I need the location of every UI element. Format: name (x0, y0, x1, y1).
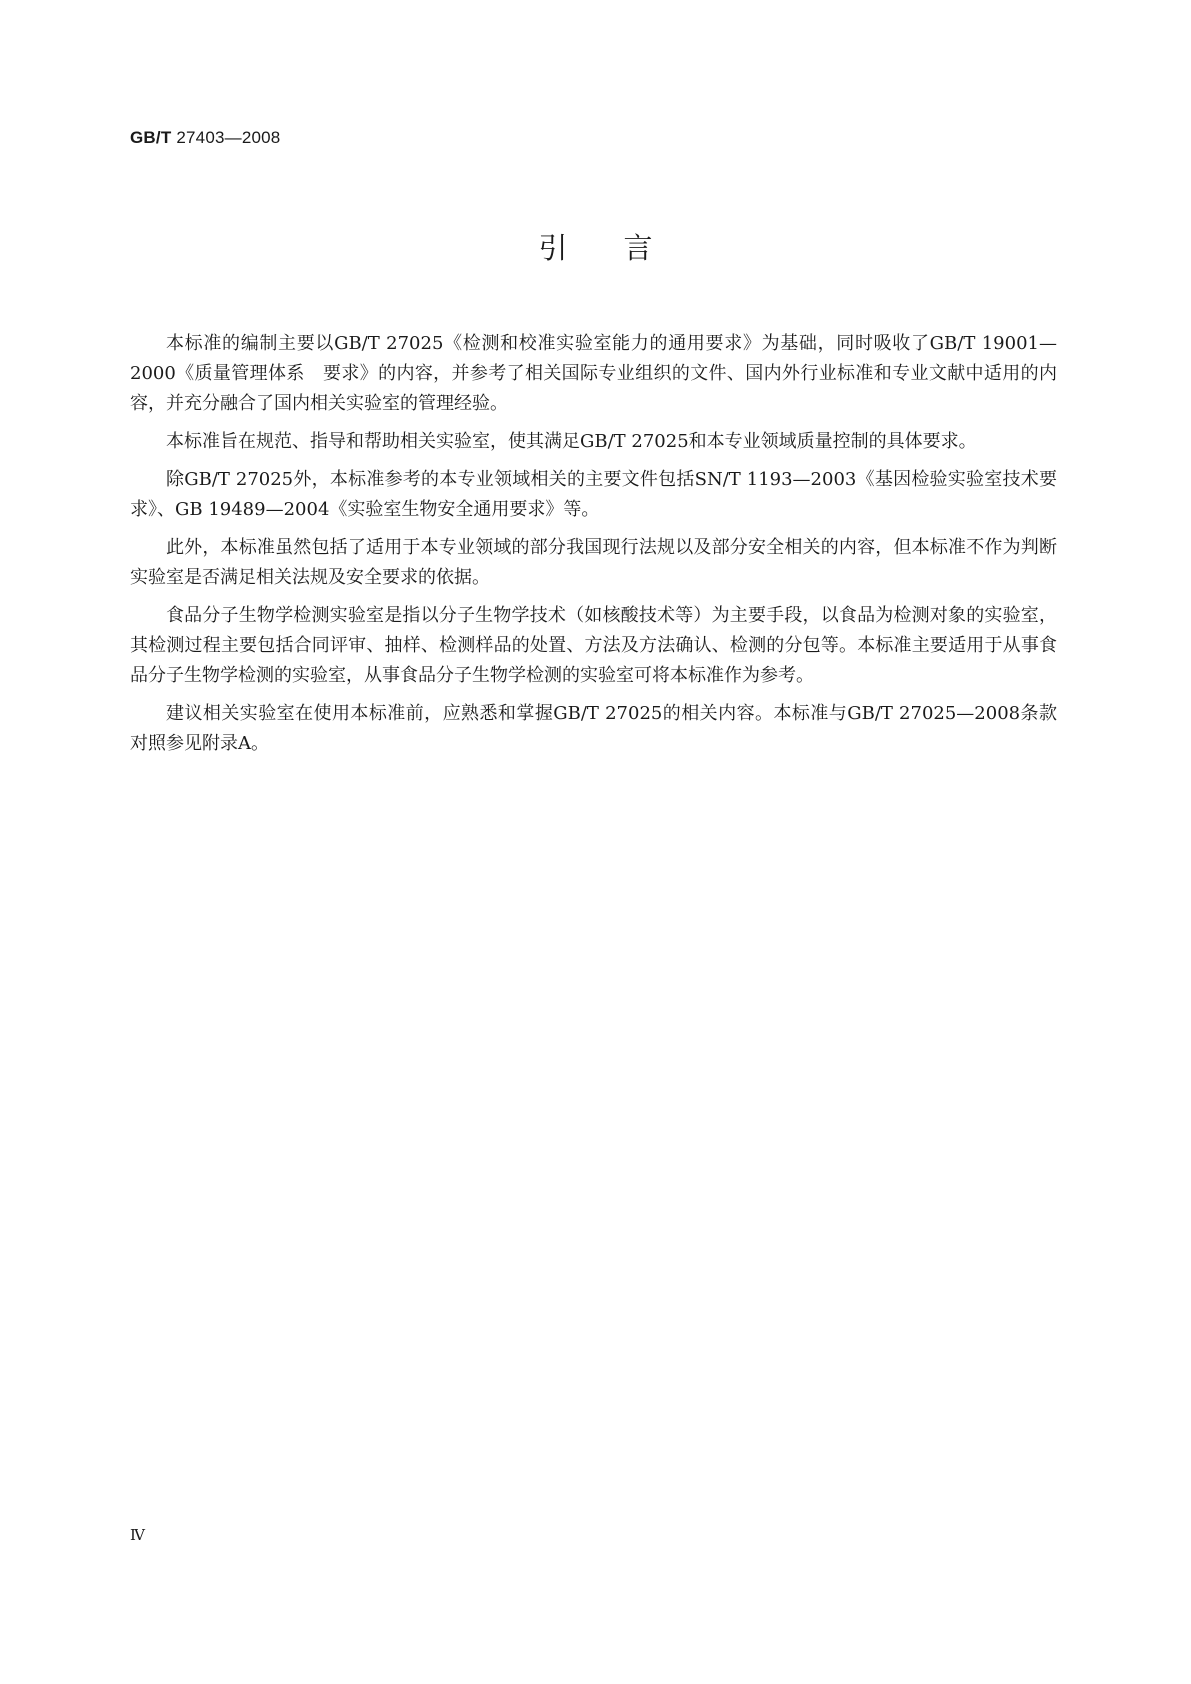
paragraph-references: 除GB/T 27025外，本标准参考的本专业领域相关的主要文件包括SN/T 1193—2003《基因检验实验室技术要求》、GB 19489—2004《实验室生物安全通用要求》等。 (130, 469, 1057, 520)
paragraph-scope: 食品分子生物学检测实验室是指以分子生物学技术（如核酸技术等）为主要手段，以食品为检测对象的实验室，其检测过程主要包括合同评审、抽样、检测样品的处置、方法及方法确认、检测的分包等。本标准主要适用于从事食品分子生物学检测的实验室，从事食品分子生物学检测的实验室可将本标准作为参考。 (130, 605, 1057, 686)
page-number: Ⅳ (130, 1526, 145, 1544)
standard-code-header (130, 128, 280, 148)
paragraph-basis: 本标准的编制主要以GB/T 27025《检测和校准实验室能力的通用要求》为基础，同时吸收了GB/T 19001—2000《质量管理体系 要求》的内容，并参考了相关国际专业组织的文件、国内外行业标准和专业文献中适用的内容，并充分融合了国内相关实验室的管理经验。 (130, 333, 1057, 414)
introduction-body (130, 329, 1057, 767)
paragraph-recommendation: 建议相关实验室在使用本标准前，应熟悉和掌握GB/T 27025的相关内容。本标准与GB/T 27025—2008条款对照参见附录A。 (130, 703, 1057, 754)
standard-code-number: 27403—2008 (176, 128, 281, 147)
page-title: 引言 (538, 231, 709, 265)
standard-code-prefix: GB/T (130, 128, 172, 147)
paragraph-purpose: 本标准旨在规范、指导和帮助相关实验室，使其满足GB/T 27025和本专业领域质量控制的具体要求。 (166, 431, 977, 452)
paragraph-disclaimer: 此外，本标准虽然包括了适用于本专业领域的部分我国现行法规以及部分安全相关的内容，但本标准不作为判断实验室是否满足相关法规及安全要求的依据。 (130, 537, 1057, 588)
